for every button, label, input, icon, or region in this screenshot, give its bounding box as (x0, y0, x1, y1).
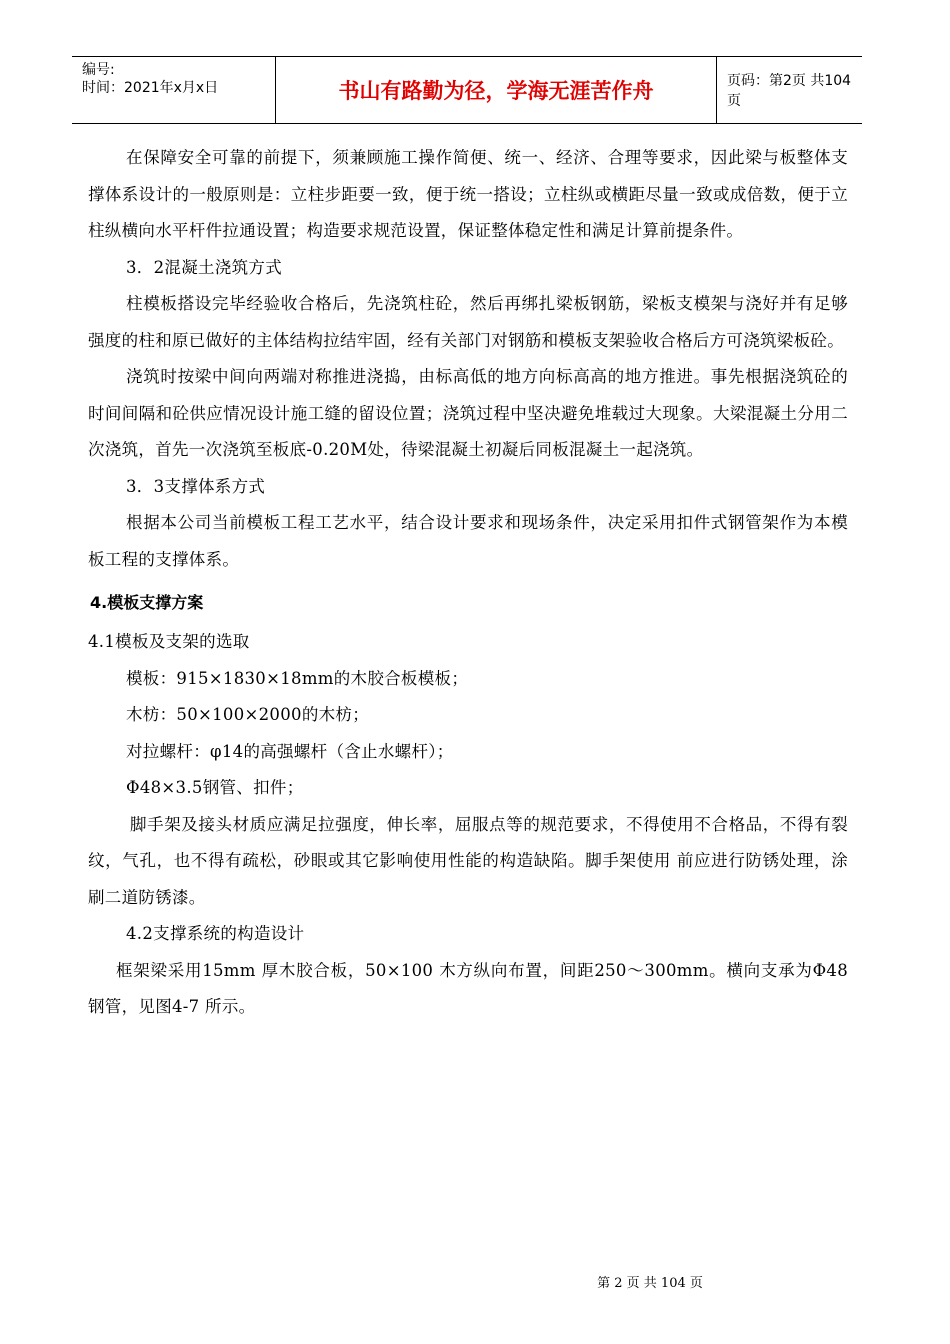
list-item: Φ48×3.5钢管、扣件； (126, 778, 304, 797)
page-footer: 第 2 页 共 104 页 (597, 1276, 703, 1291)
paragraph: 在保障安全可靠的前提下，须兼顾施工操作简便、统一、经济、合理等要求，因此梁与板整体支撑体系设计的一般原则是：立柱步距要一致，便于统一搭设；立柱纵或横距尽量一致或成倍数，便于立柱纵横向水平杆件拉通设置；构造要求规范设置，保证整体稳定性和满足计算前提条件。 (88, 148, 848, 240)
header-motto: 书山有路勤为径，学海无涯苦作舟 (276, 57, 717, 123)
header-page-info: 页码：第2页 共104页 (727, 73, 852, 109)
paragraph: 脚手架及接头材质应满足拉强度，伸长率，屈服点等的规范要求，不得使用不合格品，不得有裂纹，气孔，也不得有疏松，砂眼或其它影响使用性能的构造缺陷。脚手架使用 前应进行防锈处理，涂刷二道防锈漆。 (88, 814, 848, 907)
section-heading-3-3: 3．3支撑体系方式 (126, 476, 266, 496)
chapter-heading-4: 4.模板支撑方案 (90, 593, 204, 612)
paragraph: 柱模板搭设完毕经验收合格后，先浇筑柱砼，然后再绑扎梁板钢筋，梁板支模架与浇好并有足够强度的柱和原已做好的主体结构拉结牢固，经有关部门对钢筋和模板支架验收合格后方可浇筑梁板砼。 (88, 294, 848, 350)
paragraph: 框架梁采用15mm 厚木胶合板，50×100 木方纵向布置，间距250～300mm。横向支承为Φ48 钢管，见图4-7 所示。 (88, 960, 848, 1016)
paragraph: 根据本公司当前模板工程工艺水平，结合设计要求和现场条件，决定采用扣件式钢管架作为本模板工程的支撑体系。 (88, 513, 848, 569)
document-date: 时间：2021年x月x日 (82, 80, 219, 96)
section-heading-4-2: 4.2支撑系统的构造设计 (126, 924, 305, 943)
page-header (72, 56, 862, 124)
header-meta (72, 57, 276, 123)
list-item: 对拉螺杆：φ14的高强螺杆（含止水螺杆）； (126, 741, 454, 761)
paragraph: 浇筑时按梁中间向两端对称推进浇捣，由标高低的地方向标高高的地方推进。事先根据浇筑砼的时间间隔和砼供应情况设计施工缝的留设位置；浇筑过程中坚决避免堆载过大现象。大梁混凝土分用二次浇筑，首先一次浇筑至板底-0.20M处，待梁混凝土初凝后同板混凝土一起浇筑。 (88, 367, 848, 459)
document-body (88, 140, 848, 1026)
section-heading-4-1: 4.1模板及支架的选取 (88, 632, 250, 651)
list-item: 模板：915×1830×18mm的木胶合板模板； (126, 668, 469, 688)
list-item: 木枋：50×100×2000的木枋； (126, 705, 370, 724)
document-number-label: 编号: (82, 62, 115, 78)
section-heading-3-2: 3．2混凝土浇筑方式 (126, 257, 282, 277)
